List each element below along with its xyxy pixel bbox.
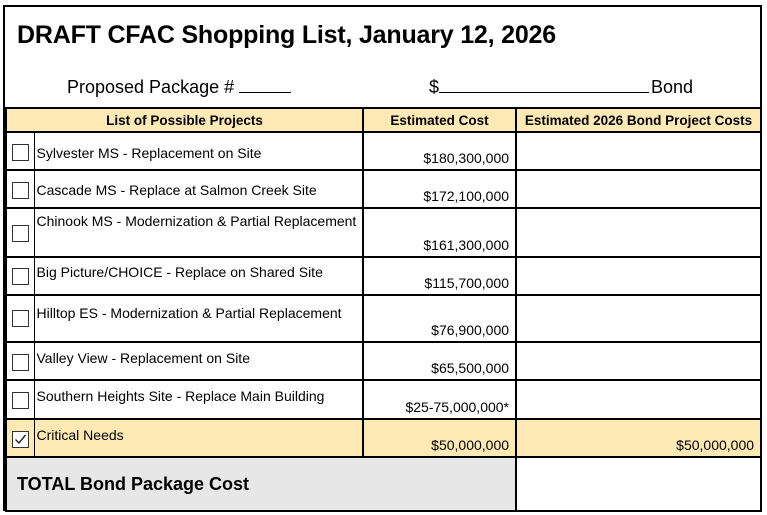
project-checkbox[interactable]: [12, 225, 29, 242]
proposed-package-line: [67, 77, 291, 98]
project-cost: $65,500,000: [363, 342, 516, 380]
project-name: Southern Heights Site - Replace Main Building: [34, 380, 363, 419]
project-checkbox[interactable]: [12, 354, 29, 371]
project-cost: $161,300,000: [363, 208, 516, 257]
page-title: DRAFT CFAC Shopping List, January 12, 2026: [17, 21, 556, 49]
projects-table: [5, 107, 762, 512]
project-cost: $50,000,000: [363, 419, 516, 457]
project-bond-cost[interactable]: [516, 170, 761, 208]
bond-amount-blank[interactable]: [439, 92, 649, 93]
bond-amount-line: [429, 77, 649, 98]
project-name: Hilltop ES - Modernization & Partial Replacement: [34, 295, 363, 342]
package-number-blank[interactable]: [239, 92, 291, 93]
project-cost: $76,900,000: [363, 295, 516, 342]
total-row: [6, 457, 761, 511]
project-name: Sylvester MS - Replacement on Site: [34, 132, 363, 170]
project-checkbox-checked[interactable]: [12, 431, 29, 448]
table-row: [6, 342, 761, 380]
table-row-critical-needs: [6, 419, 761, 457]
project-checkbox[interactable]: [12, 392, 29, 409]
project-checkbox[interactable]: [12, 268, 29, 285]
table-row: [6, 380, 761, 419]
header-bond-costs: Estimated 2026 Bond Project Costs: [516, 108, 761, 132]
table-row: [6, 208, 761, 257]
project-bond-cost[interactable]: $50,000,000: [516, 419, 761, 457]
total-label: TOTAL Bond Package Cost: [6, 457, 516, 511]
project-bond-cost[interactable]: [516, 132, 761, 170]
project-checkbox[interactable]: [12, 182, 29, 199]
table-row: [6, 257, 761, 295]
shopping-list-sheet: [3, 5, 762, 511]
project-checkbox[interactable]: [12, 310, 29, 327]
project-bond-cost[interactable]: [516, 208, 761, 257]
project-bond-cost[interactable]: [516, 380, 761, 419]
dollar-sign: $: [429, 77, 440, 97]
project-name: Cascade MS - Replace at Salmon Creek Site: [34, 170, 363, 208]
table-header-row: [6, 108, 761, 132]
header-projects: List of Possible Projects: [6, 108, 363, 132]
proposed-package-label: Proposed Package #: [67, 77, 235, 97]
project-cost: $180,300,000: [363, 132, 516, 170]
project-cost: $25-75,000,000*: [363, 380, 516, 419]
project-name: Valley View - Replacement on Site: [34, 342, 363, 380]
table-row: [6, 170, 761, 208]
project-name: Critical Needs: [34, 419, 363, 457]
project-bond-cost[interactable]: [516, 342, 761, 380]
checkmark-icon: [14, 433, 27, 446]
project-checkbox[interactable]: [12, 144, 29, 161]
table-row: [6, 132, 761, 170]
project-cost: $115,700,000: [363, 257, 516, 295]
project-bond-cost[interactable]: [516, 295, 761, 342]
bond-label: Bond: [651, 77, 694, 97]
project-name: Big Picture/CHOICE - Replace on Shared Site: [34, 257, 363, 295]
project-cost: $172,100,000: [363, 170, 516, 208]
project-name: Chinook MS - Modernization & Partial Replacement: [34, 208, 363, 257]
table-row: [6, 295, 761, 342]
project-bond-cost[interactable]: [516, 257, 761, 295]
header-estimated-cost: Estimated Cost: [363, 108, 516, 132]
total-value[interactable]: [516, 457, 761, 511]
